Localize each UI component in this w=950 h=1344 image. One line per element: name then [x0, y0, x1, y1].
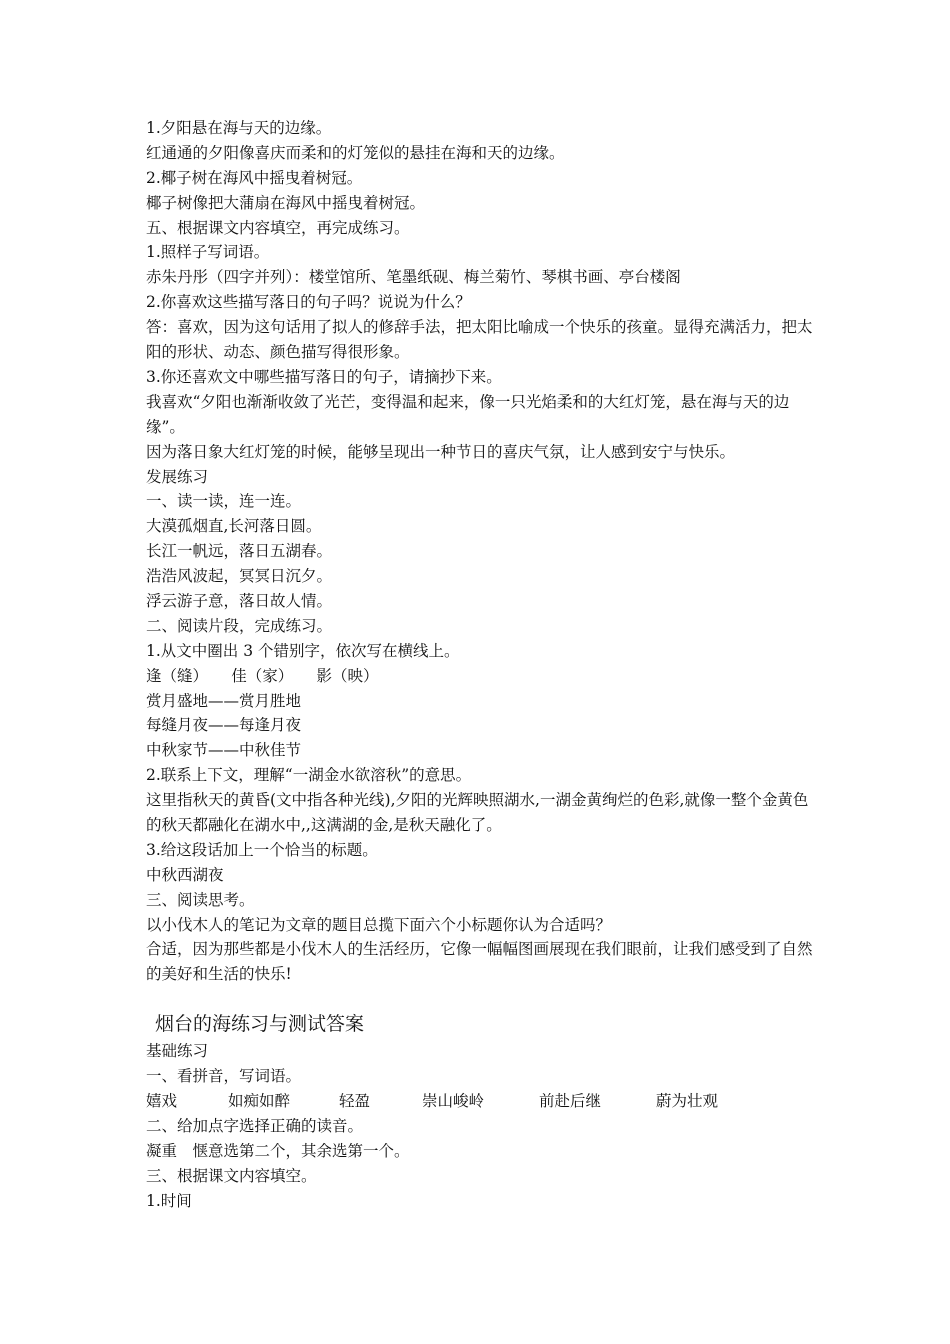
text-line: 1.时间 [146, 1191, 192, 1210]
section-heading: 三、根据课文内容填空。 [146, 1166, 317, 1185]
text-line: 中秋家节——中秋佳节 [146, 741, 302, 760]
text-line: 2.你喜欢这些描写落日的句子吗？说说为什么？ [146, 293, 471, 312]
text-line: 赤朱丹彤（四字并列）：楼堂馆所、笔墨纸砚、梅兰菊竹、琴棋书画、亭台楼阁 [146, 268, 681, 287]
text-line: 3.你还喜欢文中哪些描写落日的句子，请摘抄下来。 [146, 367, 502, 386]
section-heading: 二、阅读片段，完成练习。 [146, 616, 333, 635]
word-item: 如痴如醉 [228, 1092, 291, 1111]
poem-line: 浩浩风波起，冥冥日沉夕。 [146, 567, 333, 586]
text-line: 1.夕阳悬在海与天的边缘。 [146, 119, 332, 137]
document-content [146, 116, 816, 1214]
word-item: 嬉戏 [146, 1092, 178, 1111]
section-heading: 三、阅读思考。 [146, 890, 255, 909]
word-item: 崇山峻岭 [422, 1092, 485, 1111]
text-line: 2.联系上下文，理解“一湖金水欲溶秋”的意思。 [146, 766, 472, 785]
text-line: 因为落日象大红灯笼的时候，能够呈现出一种节日的喜庆气氛，让人感到安宁与快乐。 [146, 442, 736, 461]
text-line: 中秋西湖夜 [146, 865, 224, 884]
section-heading: 一、读一读，连一连。 [146, 492, 302, 511]
spacer [146, 987, 816, 1009]
section-heading: 发展练习 [146, 467, 209, 486]
word-list [146, 1089, 816, 1114]
poem-line: 浮云游子意，落日故人情。 [146, 591, 333, 610]
text-line: 3.给这段话加上一个恰当的标题。 [146, 840, 378, 859]
text-line: 每缝月夜——每逢月夜 [146, 716, 302, 735]
section-heading: 基础练习 [146, 1042, 209, 1061]
word-item: 轻盈 [339, 1092, 371, 1111]
text-line: 椰子树像把大蒲扇在海风中摇曳着树冠。 [146, 193, 426, 212]
text-line: 以小伐木人的笔记为文章的题目总揽下面六个小标题你认为合适吗？ [146, 915, 612, 934]
text-line: 凝重 惬意选第二个，其余选第一个。 [146, 1141, 410, 1160]
section-heading: 二、给加点字选择正确的读音。 [146, 1116, 364, 1135]
text-line: 1.照样子写词语。 [146, 243, 270, 262]
answer-paragraph: 答：喜欢，因为这句话用了拟人的修辞手法，把太阳比喻成一个快乐的孩童。显得充满活力，把太阳的形状、动态、颜色描写得很形象。 [146, 318, 813, 362]
section-heading: 五、根据课文内容填空，再完成练习。 [146, 218, 410, 237]
section-heading: 一、看拼音，写词语。 [146, 1067, 302, 1086]
text-line: 赏月盛地——赏月胜地 [146, 691, 302, 710]
answer-paragraph: 我喜欢“夕阳也渐渐收敛了光芒，变得温和起来，像一只光焰柔和的大红灯笼，悬在海与天的边缘”。 [146, 392, 790, 436]
text-line: 红通通的夕阳像喜庆而柔和的灯笼似的悬挂在海和天的边缘。 [146, 143, 565, 162]
text-line: 1.从文中圈出 3 个错别字，依次写在横线上。 [146, 641, 460, 660]
word-item: 蔚为壮观 [656, 1092, 719, 1111]
text-line: 2.椰子树在海风中摇曳着树冠。 [146, 168, 363, 187]
text-line: 逢（缝） 佳（家） 影（映） [146, 666, 379, 685]
answer-paragraph: 合适，因为那些都是小伐木人的生活经历，它像一幅幅图画展现在我们眼前，让我们感受到了自然的美好和生活的快乐! [146, 940, 813, 984]
document-title: 烟台的海练习与测试答案 [155, 1013, 365, 1036]
poem-line: 长江一帆远，落日五湖春。 [146, 542, 333, 561]
word-item: 前赴后继 [539, 1092, 602, 1111]
answer-paragraph: 这里指秋天的黄昏(文中指各种光线),夕阳的光辉映照湖水,一湖金黄绚烂的色彩,就像一整个金黄色的秋天都融化在湖水中,,这满湖的金,是秋天融化了。 [146, 791, 809, 835]
poem-line: 大漠孤烟直,长河落日圆。 [146, 517, 322, 536]
